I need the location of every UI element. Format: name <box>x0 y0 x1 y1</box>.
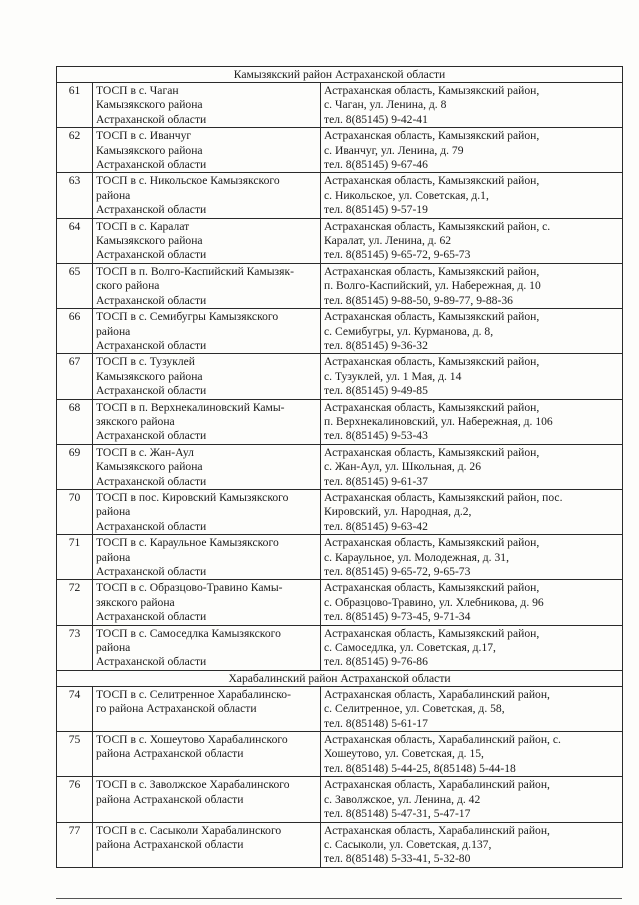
row-number: 75 <box>57 732 93 777</box>
office-name-cell <box>93 399 321 444</box>
office-name-line: Астраханской области <box>96 293 207 307</box>
office-address-line: с. Никольское, ул. Советская, д.1, <box>324 188 489 202</box>
office-address-line: с. Сасыколи, ул. Советская, д.137, <box>324 837 492 851</box>
office-address-line: тел. 8(85145) 9-36-32 <box>324 338 428 352</box>
office-address-line: с. Самоседлка, ул. Советская, д.17, <box>324 641 496 655</box>
office-name-line: ТОСП в с. Заволжское Харабалинского <box>96 778 290 792</box>
office-address-line: тел. 8(85145) 9-57-19 <box>324 203 428 217</box>
office-name-line: ТОСП в с. Каралат <box>96 219 190 233</box>
row-number: 73 <box>57 625 93 670</box>
row-number: 64 <box>57 218 93 263</box>
office-name-line: го района Астраханской области <box>96 702 257 716</box>
office-name-cell <box>93 263 321 308</box>
office-address-line: Астраханская область, Камызякский район, <box>324 445 540 459</box>
office-address-line: Астраханская область, Харабалинский район, <box>324 778 550 792</box>
office-address-line: Астраханская область, Камызякский район, <box>324 174 540 188</box>
office-name-line: ТОСП в с. Сасыколи Харабалинского <box>96 823 282 837</box>
row-number: 72 <box>57 580 93 625</box>
table-row <box>57 535 623 580</box>
table-row <box>57 218 623 263</box>
office-name-cell <box>93 83 321 128</box>
office-address-line: с. Иванчуг, ул. Ленина, д. 79 <box>324 143 464 157</box>
office-name-line: района <box>96 324 131 338</box>
office-name-line: ТОСП в с. Самоседлка Камызякского <box>96 626 281 640</box>
office-name-line: ТОСП в с. Тузуклей <box>96 355 195 369</box>
office-name-line: ТОСП в с. Чаган <box>96 84 179 97</box>
row-number: 71 <box>57 535 93 580</box>
office-name-line: района <box>96 641 131 655</box>
row-number: 63 <box>57 173 93 218</box>
office-address-line: тел. 8(85148) 5-44-25, 8(85148) 5-44-18 <box>324 761 516 775</box>
office-name-line: ского района <box>96 279 160 293</box>
office-name-line: Астраханской области <box>96 158 207 172</box>
office-address-line: Астраханская область, Камызякский район, <box>324 400 540 414</box>
office-name-line: района Астраханской области <box>96 792 244 806</box>
office-address-line: с. Жан-Аул, ул. Школьная, д. 26 <box>324 460 482 474</box>
row-number: 76 <box>57 777 93 822</box>
office-name-line: Астраханской области <box>96 429 207 443</box>
office-address-line: тел. 8(85145) 9-67-46 <box>324 158 428 172</box>
office-address-line: Астраханская область, Камызякский район, <box>324 581 540 595</box>
row-number: 61 <box>57 83 93 128</box>
office-address-line: тел. 8(85145) 9-42-41 <box>324 112 428 126</box>
office-address-line: с. Семибугры, ул. Курманова, д. 8, <box>324 324 494 338</box>
office-name-line: Астраханской области <box>96 112 207 126</box>
office-address-cell <box>321 399 623 444</box>
office-address-cell <box>321 777 623 822</box>
row-number: 68 <box>57 399 93 444</box>
office-address-line: Астраханская область, Камызякский район, <box>324 129 540 143</box>
table-row <box>57 83 623 128</box>
office-name-cell <box>93 173 321 218</box>
office-name-line: ТОСП в с. Селитренное Харабалинско- <box>96 687 291 701</box>
office-name-line: района <box>96 550 131 564</box>
table-row <box>57 444 623 489</box>
office-address-cell <box>321 580 623 625</box>
table-row <box>57 263 623 308</box>
table-row <box>57 625 623 670</box>
office-name-line: Астраханской области <box>96 519 207 533</box>
office-name-line: зякского района <box>96 595 175 609</box>
section-title: Камызякский район Астраханской области <box>57 67 623 83</box>
office-name-line: Астраханской области <box>96 248 207 262</box>
office-address-line: тел. 8(85148) 5-61-17 <box>324 716 428 730</box>
office-name-cell <box>93 444 321 489</box>
office-name-cell <box>93 822 321 867</box>
table-row <box>57 354 623 399</box>
office-name-cell <box>93 777 321 822</box>
office-address-cell <box>321 686 623 731</box>
table-row <box>57 173 623 218</box>
office-name-line: зякского района <box>96 414 175 428</box>
office-address-line: Астраханская область, Камызякский район, <box>324 264 540 278</box>
office-address-line: п. Верхнекалиновский, ул. Набережная, д. 106 <box>324 414 553 428</box>
office-address-line: Астраханская область, Камызякский район, <box>324 310 540 324</box>
office-address-line: тел. 8(85145) 9-88-50, 9-89-77, 9-88-36 <box>324 293 513 307</box>
office-name-line: Астраханской области <box>96 610 207 624</box>
office-name-line: Камызякского района <box>96 143 203 157</box>
office-name-cell <box>93 489 321 534</box>
office-address-line: тел. 8(85145) 9-65-72, 9-65-73 <box>324 565 471 578</box>
section-title: Харабалинский район Астраханской области <box>57 670 623 686</box>
office-address-line: с. Тузуклей, ул. 1 Мая, д. 14 <box>324 369 462 383</box>
registry-body <box>57 67 623 868</box>
office-address-line: Астраханская область, Камызякский район, <box>324 84 540 97</box>
branch-registry-table <box>56 66 623 868</box>
office-name-line: ТОСП в с. Семибугры Камызякского <box>96 310 279 324</box>
office-address-cell <box>321 625 623 670</box>
office-name-line: ТОСП в с. Жан-Аул <box>96 445 194 459</box>
office-name-cell <box>93 580 321 625</box>
table-row <box>57 822 623 867</box>
office-name-line: Астраханской области <box>96 384 207 398</box>
office-name-cell <box>93 128 321 173</box>
office-address-line: с. Селитренное, ул. Советская, д. 58, <box>324 702 505 716</box>
office-address-line: тел. 8(85148) 5-33-41, 5-32-80 <box>324 852 471 866</box>
office-address-cell <box>321 309 623 354</box>
office-name-line: ТОСП в п. Волго-Каспийский Камызяк- <box>96 264 294 278</box>
office-name-line: ТОСП в с. Иванчуг <box>96 129 192 143</box>
office-address-cell <box>321 263 623 308</box>
table-row <box>57 309 623 354</box>
table-row <box>57 399 623 444</box>
office-name-line: Камызякского района <box>96 369 203 383</box>
office-address-line: Астраханская область, Харабалинский район, с. <box>324 733 561 747</box>
office-name-line: Астраханской области <box>96 565 207 578</box>
office-name-line: ТОСП в пос. Кировский Камызякского <box>96 490 289 504</box>
office-address-line: тел. 8(85148) 5-47-31, 5-47-17 <box>324 807 471 821</box>
row-number: 65 <box>57 263 93 308</box>
office-name-cell <box>93 686 321 731</box>
office-address-line: Каралат, ул. Ленина, д. 62 <box>324 234 452 248</box>
office-name-line: района Астраханской области <box>96 747 244 761</box>
office-address-cell <box>321 83 623 128</box>
row-number: 74 <box>57 686 93 731</box>
row-number: 67 <box>57 354 93 399</box>
table-row <box>57 128 623 173</box>
office-address-line: с. Караульное, ул. Молодежная, д. 31, <box>324 550 509 564</box>
office-name-line: ТОСП в с. Хошеутово Харабалинского <box>96 733 288 747</box>
office-name-line: ТОСП в с. Караульное Камызякского <box>96 536 279 550</box>
office-address-line: тел. 8(85145) 9-53-43 <box>324 429 428 443</box>
office-name-cell <box>93 218 321 263</box>
office-address-line: с. Чаган, ул. Ленина, д. 8 <box>324 98 447 112</box>
office-address-line: Астраханская область, Харабалинский район, <box>324 687 550 701</box>
office-address-cell <box>321 218 623 263</box>
office-address-line: тел. 8(85145) 9-63-42 <box>324 519 428 533</box>
office-address-line: с. Заволжское, ул. Ленина, д. 42 <box>324 792 481 806</box>
office-name-cell <box>93 625 321 670</box>
table-row <box>57 777 623 822</box>
table-row <box>57 580 623 625</box>
office-address-line: тел. 8(85145) 9-76-86 <box>324 655 428 669</box>
office-name-line: Камызякского района <box>96 98 203 112</box>
office-address-line: тел. 8(85145) 9-49-85 <box>324 384 428 398</box>
row-number: 69 <box>57 444 93 489</box>
office-address-line: Астраханская область, Камызякский район, <box>324 536 540 550</box>
office-address-line: тел. 8(85145) 9-61-37 <box>324 474 428 488</box>
office-name-line: ТОСП в с. Образцово-Травино Камы- <box>96 581 283 595</box>
office-address-line: Кировский, ул. Народная, д.2, <box>324 505 472 519</box>
section-header-row <box>57 67 623 83</box>
office-address-line: п. Волго-Каспийский, ул. Набережная, д. 10 <box>324 279 541 293</box>
office-name-cell <box>93 732 321 777</box>
office-name-line: Астраханской области <box>96 203 207 217</box>
table-row <box>57 686 623 731</box>
row-number: 62 <box>57 128 93 173</box>
row-number: 70 <box>57 489 93 534</box>
office-name-line: района Астраханской области <box>96 837 244 851</box>
office-address-cell <box>321 732 623 777</box>
office-name-line: района <box>96 188 131 202</box>
office-address-line: Хошеутово, ул. Советская, д. 15, <box>324 747 484 761</box>
section-header-row <box>57 670 623 686</box>
office-address-cell <box>321 444 623 489</box>
office-address-line: Астраханская область, Камызякский район, <box>324 355 540 369</box>
office-name-cell <box>93 535 321 580</box>
office-name-cell <box>93 354 321 399</box>
row-number: 66 <box>57 309 93 354</box>
office-address-line: Астраханская область, Камызякский район, с. <box>324 219 551 233</box>
office-name-line: Астраханской области <box>96 655 207 669</box>
office-name-line: Астраханской области <box>96 338 207 352</box>
office-address-line: Астраханская область, Камызякский район, пос. <box>324 490 563 504</box>
table-row <box>57 732 623 777</box>
office-name-line: района <box>96 505 131 519</box>
office-name-line: Камызякского района <box>96 234 203 248</box>
office-name-cell <box>93 309 321 354</box>
office-address-cell <box>321 173 623 218</box>
table-row <box>57 489 623 534</box>
office-address-line: Астраханская область, Камызякский район, <box>324 626 540 640</box>
office-address-line: тел. 8(85145) 9-65-72, 9-65-73 <box>324 248 471 262</box>
row-number: 77 <box>57 822 93 867</box>
office-name-line: Астраханской области <box>96 474 207 488</box>
office-address-cell <box>321 535 623 580</box>
office-address-cell <box>321 354 623 399</box>
office-name-line: ТОСП в п. Верхнекалиновский Камы- <box>96 400 285 414</box>
page-bottom-rule <box>56 898 622 899</box>
office-address-line: тел. 8(85145) 9-73-45, 9-71-34 <box>324 610 471 624</box>
office-name-line: ТОСП в с. Никольское Камызякского <box>96 174 280 188</box>
office-address-cell <box>321 128 623 173</box>
office-address-line: Астраханская область, Харабалинский район, <box>324 823 550 837</box>
office-address-cell <box>321 489 623 534</box>
office-name-line: Камызякского района <box>96 460 203 474</box>
office-address-line: с. Образцово-Травино, ул. Хлебникова, д. 96 <box>324 595 544 609</box>
office-address-cell <box>321 822 623 867</box>
